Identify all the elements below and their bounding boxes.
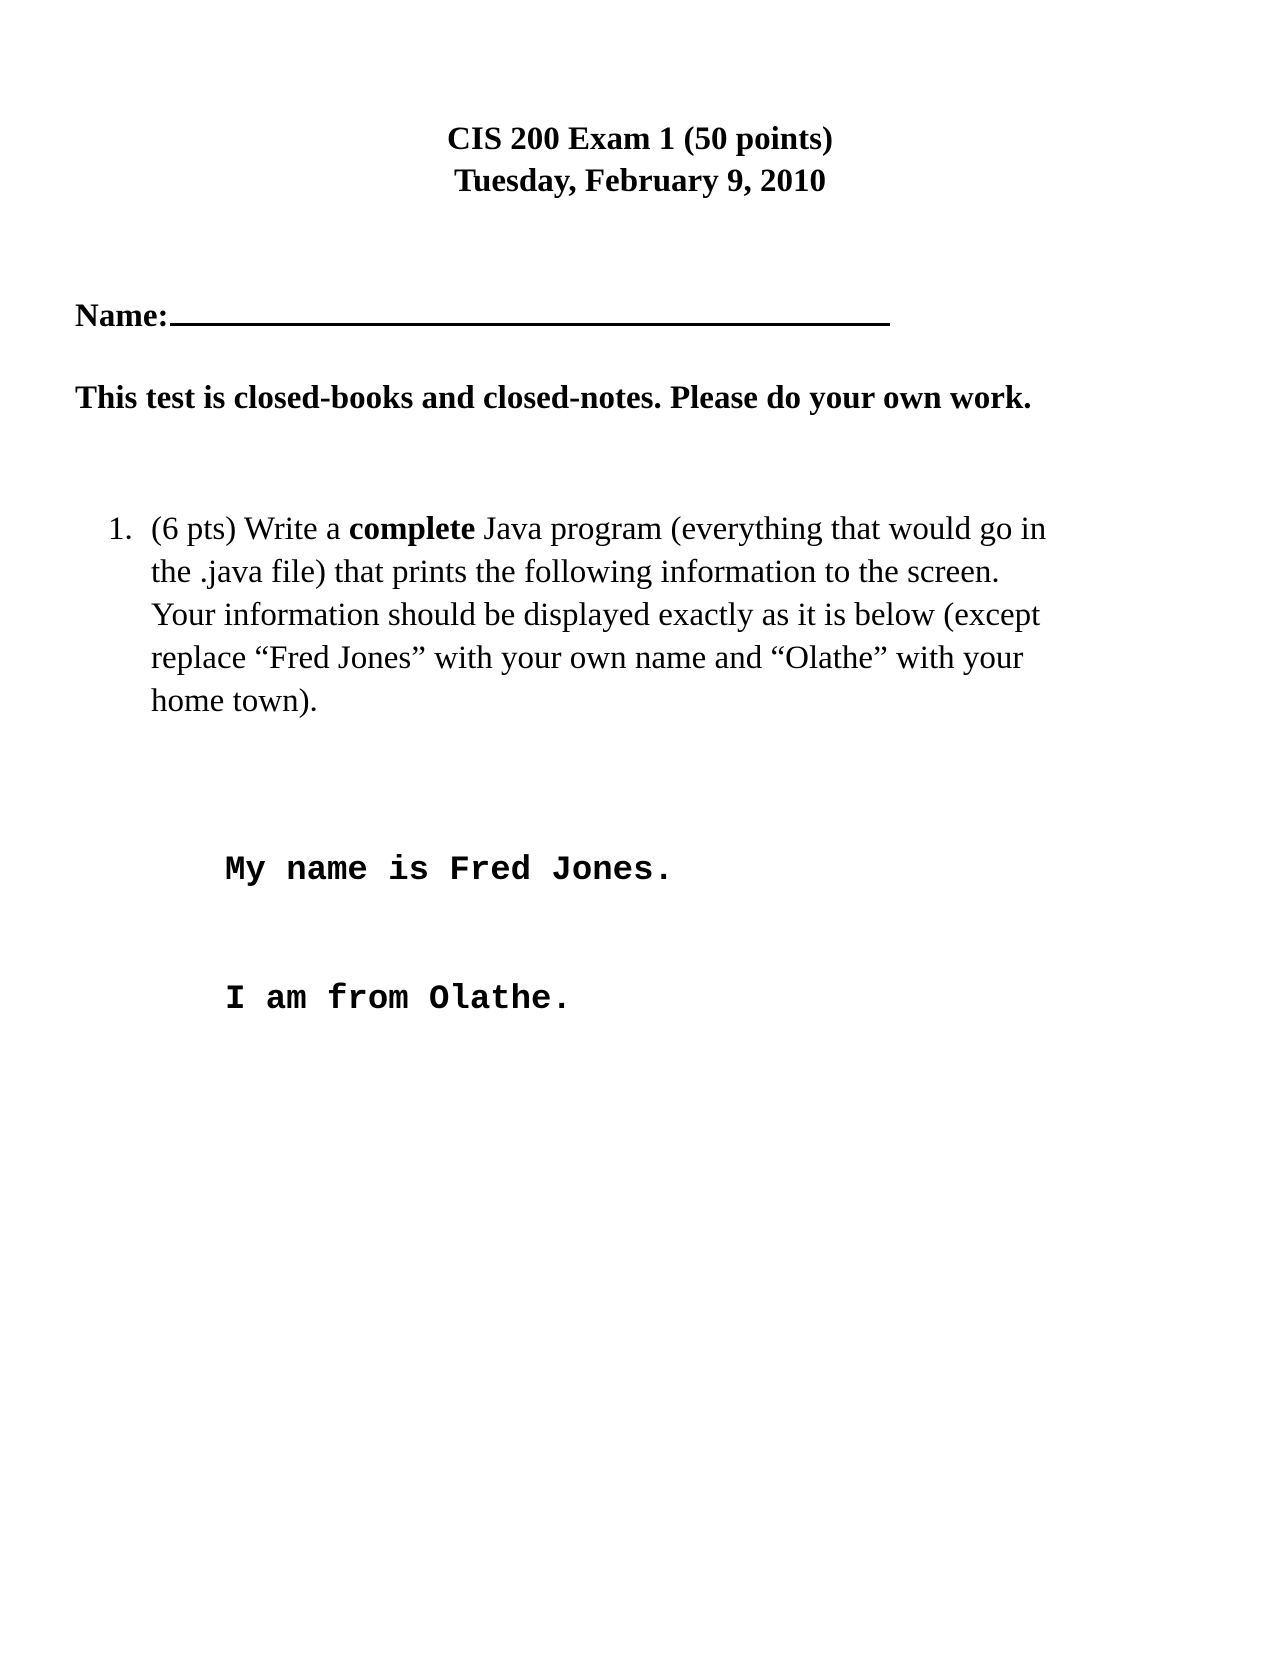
question-1 xyxy=(108,508,1188,723)
question-line-1-start: (6 pts) Write a xyxy=(151,511,349,547)
question-line-1 xyxy=(151,508,1188,551)
sample-output xyxy=(225,764,674,1108)
exam-header xyxy=(0,118,1280,202)
sample-output-line-2: I am from Olathe. xyxy=(225,981,572,1019)
question-line-3: Your information should be displayed exactly as it is below (except xyxy=(151,597,1041,633)
exam-instructions: This test is closed-books and closed-notes. Please do your own work. xyxy=(75,380,1032,416)
question-number: 1. xyxy=(108,511,133,547)
sample-output-line-1: My name is Fred Jones. xyxy=(225,852,674,890)
question-line-5: home town). xyxy=(151,683,318,719)
name-label: Name: xyxy=(75,298,169,334)
question-line-1-end: Java program (everything that would go in xyxy=(475,511,1047,547)
exam-date: Tuesday, February 9, 2010 xyxy=(454,163,826,199)
exam-title: CIS 200 Exam 1 (50 points) xyxy=(447,121,833,157)
question-emphasis: complete xyxy=(348,511,476,547)
name-field xyxy=(75,293,890,336)
name-blank-line xyxy=(170,293,890,326)
question-line-2: the .java file) that prints the following information to the screen. xyxy=(151,554,1000,590)
question-text xyxy=(151,508,1188,723)
question-line-4: replace “Fred Jones” with your own name and “Olathe” with your xyxy=(151,640,1024,676)
